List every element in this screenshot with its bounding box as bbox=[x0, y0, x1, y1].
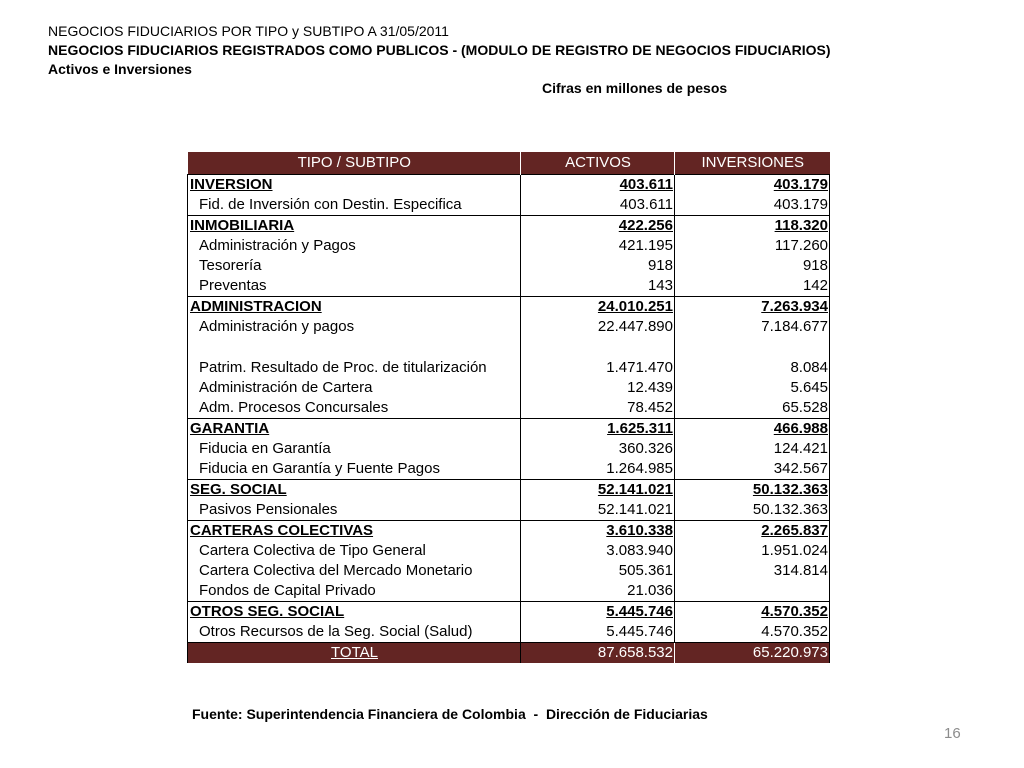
subtype-row bbox=[188, 378, 830, 398]
row-activos: 143 bbox=[521, 276, 675, 297]
row-inversiones: 117.260 bbox=[675, 236, 830, 256]
row-label: Administración de Cartera bbox=[188, 378, 521, 398]
column-header-inversiones: INVERSIONES bbox=[675, 152, 830, 175]
row-activos: 21.036 bbox=[521, 581, 675, 602]
row-activos: 78.452 bbox=[521, 398, 675, 419]
subtype-row bbox=[188, 337, 830, 378]
row-inversiones bbox=[675, 581, 830, 602]
row-inversiones: 50.132.363 bbox=[675, 480, 830, 501]
row-activos: 52.141.021 bbox=[521, 480, 675, 501]
group-row bbox=[188, 480, 830, 501]
row-label: Otros Recursos de la Seg. Social (Salud) bbox=[188, 622, 521, 643]
row-inversiones: 1.951.024 bbox=[675, 541, 830, 561]
page-number: 16 bbox=[944, 725, 961, 742]
row-label: Cartera Colectiva del Mercado Monetario bbox=[188, 561, 521, 581]
row-label: Pasivos Pensionales bbox=[188, 500, 521, 521]
row-activos: 422.256 bbox=[521, 216, 675, 237]
row-inversiones: 466.988 bbox=[675, 419, 830, 440]
row-label: Fiducia en Garantía bbox=[188, 439, 521, 459]
row-label: Patrim. Resultado de Proc. de titularización bbox=[188, 337, 521, 378]
row-label: Administración y pagos bbox=[188, 317, 521, 337]
row-label: SEG. SOCIAL bbox=[188, 480, 521, 501]
row-label: CARTERAS COLECTIVAS bbox=[188, 521, 521, 542]
row-inversiones: 403.179 bbox=[675, 175, 830, 196]
row-label: Cartera Colectiva de Tipo General bbox=[188, 541, 521, 561]
table-body bbox=[188, 175, 830, 664]
row-activos: 1.625.311 bbox=[521, 419, 675, 440]
row-label: Tesorería bbox=[188, 256, 521, 276]
row-activos: 52.141.021 bbox=[521, 500, 675, 521]
row-activos: 403.611 bbox=[521, 175, 675, 196]
subtype-row bbox=[188, 622, 830, 643]
row-activos: 918 bbox=[521, 256, 675, 276]
group-row bbox=[188, 175, 830, 196]
row-activos: 3.610.338 bbox=[521, 521, 675, 542]
row-label: Administración y Pagos bbox=[188, 236, 521, 256]
row-label: OTROS SEG. SOCIAL bbox=[188, 602, 521, 623]
row-activos: 421.195 bbox=[521, 236, 675, 256]
row-label: Fondos de Capital Privado bbox=[188, 581, 521, 602]
row-inversiones: 5.645 bbox=[675, 378, 830, 398]
report-title: NEGOCIOS FIDUCIARIOS POR TIPO y SUBTIPO A 31/05/2011 bbox=[48, 23, 449, 39]
table-header-row bbox=[188, 152, 830, 175]
row-inversiones: 7.263.934 bbox=[675, 297, 830, 318]
total-row bbox=[188, 643, 830, 664]
row-label: INVERSION bbox=[188, 175, 521, 196]
fiduciary-table bbox=[187, 152, 830, 663]
row-inversiones: 50.132.363 bbox=[675, 500, 830, 521]
row-activos: 12.439 bbox=[521, 378, 675, 398]
subtype-row bbox=[188, 541, 830, 561]
subtype-row bbox=[188, 561, 830, 581]
row-inversiones: 918 bbox=[675, 256, 830, 276]
row-inversiones: 342.567 bbox=[675, 459, 830, 480]
row-activos: 5.445.746 bbox=[521, 602, 675, 623]
row-inversiones: 4.570.352 bbox=[675, 602, 830, 623]
subtype-row bbox=[188, 581, 830, 602]
row-label: GARANTIA bbox=[188, 419, 521, 440]
row-activos: 87.658.532 bbox=[521, 643, 675, 664]
group-row bbox=[188, 602, 830, 623]
subtype-row bbox=[188, 256, 830, 276]
row-activos: 3.083.940 bbox=[521, 541, 675, 561]
group-row bbox=[188, 297, 830, 318]
row-label: Fiducia en Garantía y Fuente Pagos bbox=[188, 459, 521, 480]
row-label: TOTAL bbox=[188, 643, 521, 664]
row-label: Adm. Procesos Concursales bbox=[188, 398, 521, 419]
row-activos: 1.471.470 bbox=[521, 337, 675, 378]
row-activos: 24.010.251 bbox=[521, 297, 675, 318]
row-label: ADMINISTRACION bbox=[188, 297, 521, 318]
column-header-activos: ACTIVOS bbox=[521, 152, 675, 175]
row-activos: 505.361 bbox=[521, 561, 675, 581]
subtype-row bbox=[188, 459, 830, 480]
row-inversiones: 65.528 bbox=[675, 398, 830, 419]
row-inversiones: 403.179 bbox=[675, 195, 830, 216]
row-inversiones: 314.814 bbox=[675, 561, 830, 581]
row-inversiones: 8.084 bbox=[675, 337, 830, 378]
row-inversiones: 124.421 bbox=[675, 439, 830, 459]
row-activos: 5.445.746 bbox=[521, 622, 675, 643]
row-activos: 1.264.985 bbox=[521, 459, 675, 480]
row-activos: 403.611 bbox=[521, 195, 675, 216]
row-label: INMOBILIARIA bbox=[188, 216, 521, 237]
subtype-row bbox=[188, 195, 830, 216]
group-row bbox=[188, 216, 830, 237]
column-header-tipo: TIPO / SUBTIPO bbox=[188, 152, 521, 175]
row-label: Preventas bbox=[188, 276, 521, 297]
subtype-row bbox=[188, 439, 830, 459]
row-label: Fid. de Inversión con Destin. Especifica bbox=[188, 195, 521, 216]
row-activos: 360.326 bbox=[521, 439, 675, 459]
group-row bbox=[188, 521, 830, 542]
row-inversiones: 65.220.973 bbox=[675, 643, 830, 664]
subtype-row bbox=[188, 236, 830, 256]
report-subtitle: NEGOCIOS FIDUCIARIOS REGISTRADOS COMO PUBLICOS - (MODULO DE REGISTRO DE NEGOCIOS FIDUCIARIOS) bbox=[48, 42, 831, 58]
row-inversiones: 142 bbox=[675, 276, 830, 297]
row-inversiones: 118.320 bbox=[675, 216, 830, 237]
report-section: Activos e Inversiones bbox=[48, 61, 192, 77]
row-inversiones: 4.570.352 bbox=[675, 622, 830, 643]
units-note: Cifras en millones de pesos bbox=[542, 80, 728, 96]
subtype-row bbox=[188, 398, 830, 419]
row-inversiones: 7.184.677 bbox=[675, 317, 830, 337]
source-note: Fuente: Superintendencia Financiera de Colombia - Dirección de Fiduciarias bbox=[192, 706, 708, 722]
row-activos: 22.447.890 bbox=[521, 317, 675, 337]
group-row bbox=[188, 419, 830, 440]
subtype-row bbox=[188, 317, 830, 337]
row-inversiones: 2.265.837 bbox=[675, 521, 830, 542]
subtype-row bbox=[188, 276, 830, 297]
subtype-row bbox=[188, 500, 830, 521]
